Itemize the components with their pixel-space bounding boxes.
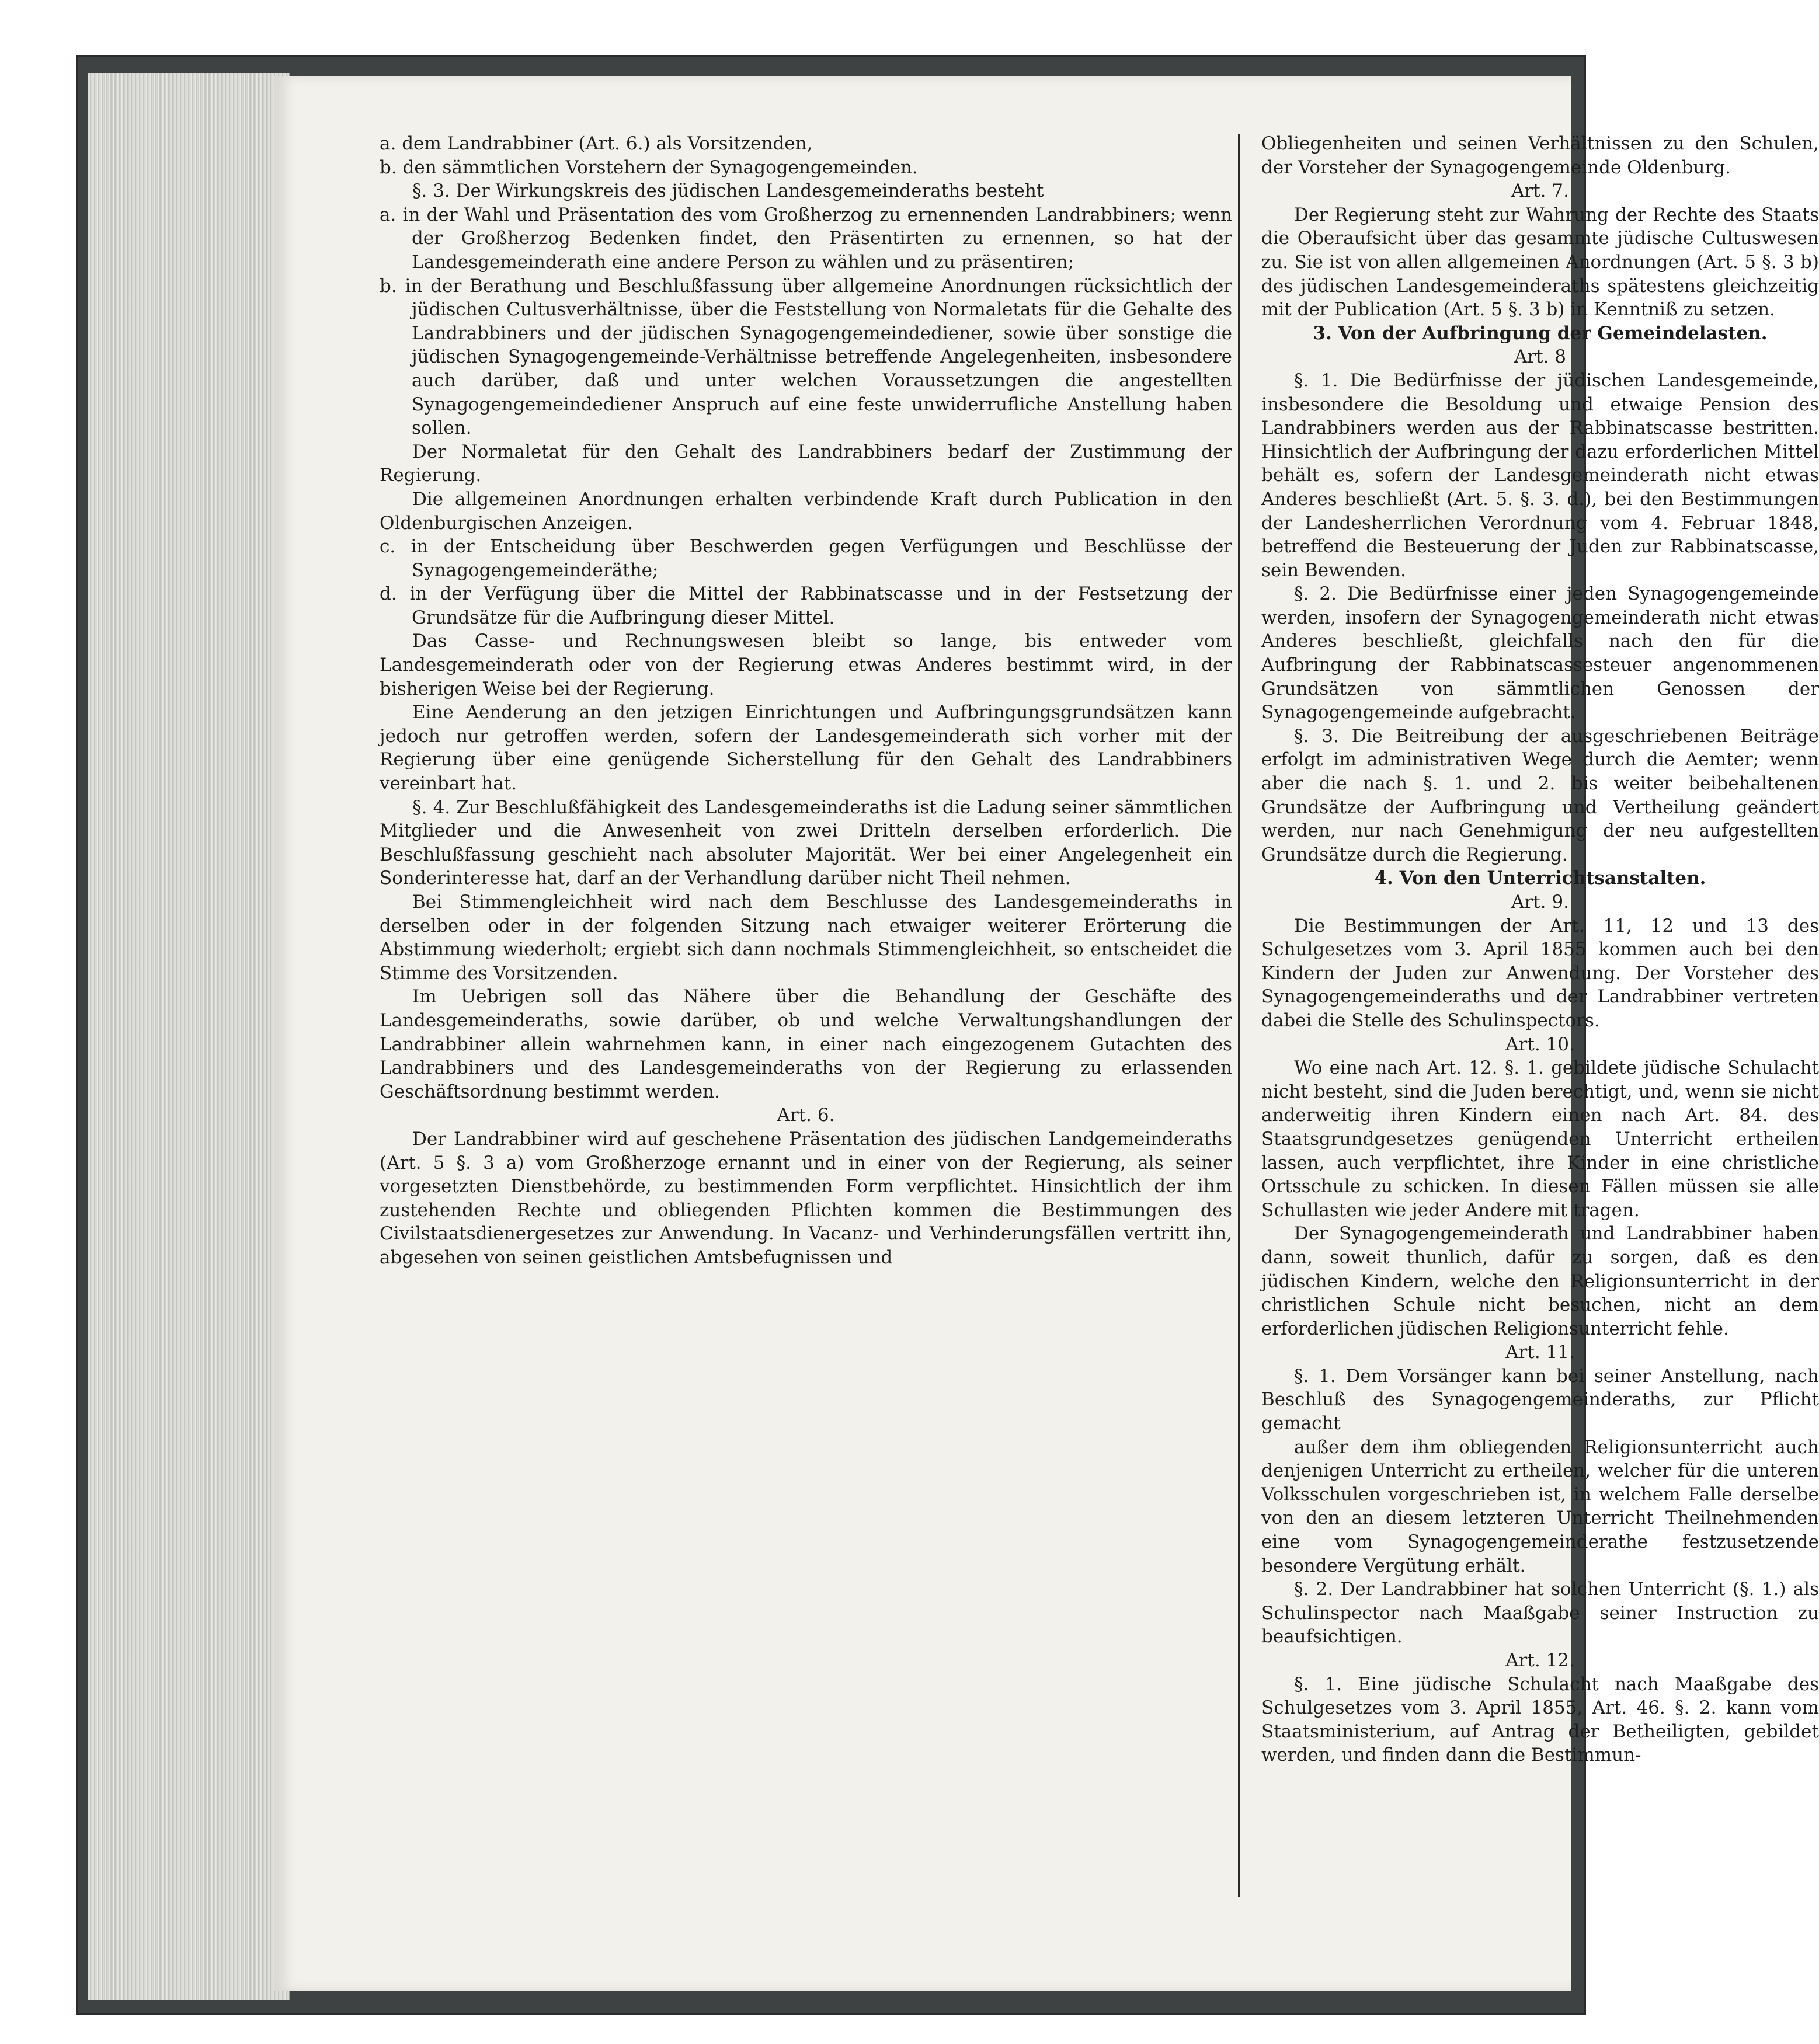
paragraph: Der Normaletat für den Gehalt des Landrabbiners bedarf der Zustimmung der Regierung. — [380, 441, 1232, 486]
paragraph: Die allgemeinen Anordnungen erhalten verbindende Kraft durch Publication in den Oldenburgischen Anzeigen. — [380, 488, 1232, 534]
paragraph: b. den sämmtlichen Vorstehern der Synagogengemeinden. — [380, 156, 918, 178]
paragraph: Wo eine nach Art. 12. §. 1. gebildete jüdische Schulacht nicht besteht, sind die Juden berechtigt, und, wenn sie nicht anderweitig ihren Kindern einen nach Art. 84. des Staatsgrundgesetzes genügenden Unterricht ertheilen lassen, auch verpflichtet, ihre Kinder in eine christliche Ortsschule zu schicken. In diesen Fällen müssen sie alle Schullasten wie jeder Andere mit tragen. — [1261, 1057, 1819, 1221]
paragraph: §. 1. Eine jüdische Schulacht nach Maaßgabe des Schulgesetzes vom 3. April 1855, Art. 46. §. 2. kann vom Staatsministerium, auf Antrag der Betheiligten, gebildet werden, und finden dann die Bestimmun- — [1261, 1673, 1819, 1766]
paragraph: Der Regierung steht zur Wahrung der Rechte des Staats die Oberaufsicht über das gesammte jüdische Cultuswesen zu. Sie ist von allen allgemeinen Anordnungen (Art. 5 §. 3 b) des jüdischen Landesgemeinderaths spätestens gleichzeitig mit der Publication (Art. 5 §. 3 b) in Kenntniß zu setzen. — [1261, 204, 1819, 321]
paragraph: a. in der Wahl und Präsentation des vom Großherzog zu ernennenden Landrabbiners; wenn der Großherzog Bedenken findet, den Präsentirten zu ernennen, so hat der Landesgemeinderath eine andere Person zu wählen und zu präsentiren; — [380, 204, 1232, 273]
paragraph: Obliegenheiten und seinen Verhältnissen zu den Schulen, der Vorsteher der Synagogengemeinde Oldenburg. — [1261, 133, 1819, 178]
article-heading: Art. 9. — [1511, 892, 1569, 913]
book-page — [274, 76, 1819, 1991]
paragraph: §. 2. Der Landrabbiner hat solchen Unterricht (§. 1.) als Schulinspector nach Maaßgabe seiner Instruction zu beaufsichtigen. — [1261, 1579, 1819, 1648]
article-heading: Art. 6. — [777, 1105, 835, 1126]
page-edges — [88, 73, 290, 2000]
paragraph: außer dem ihm obliegenden Religionsunterricht auch denjenigen Unterricht zu ertheilen, welcher für die unteren Volksschulen vorgeschrieben ist, in welchem Falle derselbe von den an diesem letzteren Unterricht Theilnehmenden eine vom Synagogengemeinderathe festzusetzende besondere Vergütung erhält. — [1261, 1436, 1819, 1576]
paragraph: §. 1. Die Bedürfnisse der jüdischen Landesgemeinde, insbesondere die Besoldung und etwaige Pension des Landrabbiners werden aus der Rabbinatscasse bestritten. Hinsichtlich der Aufbringung der dazu erforderlichen Mittel behält es, sofern der Landesgemeinderath nicht etwas Anderes beschließt (Art. 5. §. 3. d.), bei den Bestimmungen der Landesherrlichen Verordnung vom 4. Februar 1848, betreffend die Besteuerung der Juden zur Rabbinatscasse, sein Bewenden. — [1261, 370, 1819, 581]
paragraph: Der Landrabbiner wird auf geschehene Präsentation des jüdischen Landgemeinderaths (Art. 5 §. 3 a) vom Großherzoge ernannt und in einer von der Regierung, als seiner vorgesetzten Dienstbehörde, zu bestimmenden Form verpflichtet. Hinsichtlich der ihm zustehenden Rechte und obliegenden Pflichten kommen die Bestimmungen des Civilstaatsdienergesetzes zur Anwendung. In Vacanz- und Verhinderungsfällen vertritt ihn, abgesehen von seinen geistlichen Amtsbefugnissen und — [380, 1128, 1232, 1268]
article-heading: Art. 8 — [1514, 346, 1567, 368]
article-heading: Art. 11. — [1505, 1342, 1575, 1363]
article-heading: Art. 10. — [1505, 1033, 1575, 1055]
article-heading: Art. 7. — [1511, 180, 1569, 202]
paragraph: b. in der Berathung und Beschlußfassung über allgemeine Anordnungen rücksichtlich der jüdischen Cultusverhältnisse, über die Feststellung von Normaletats für die Gehalte des Landrabbiners und der jüdischen Synagogengemeindediener, sowie über sonstige die jüdischen Synagogengemeinde-Verhältnisse betreffende Angelegenheiten, insbesondere auch darüber, daß und unter welchen Voraussetzungen die angestellten Synagogengemeindediener Anspruch auf eine feste unwiderrufliche Anstellung haben sollen. — [380, 275, 1232, 439]
paragraph: §. 1. Dem Vorsänger kann bei seiner Anstellung, nach Beschluß des Synagogengemeinderaths, zur Pflicht gemacht — [1261, 1365, 1819, 1434]
paragraph: §. 2. Die Bedürfnisse einer jeden Synagogengemeinde werden, insofern der Synagogengemeinderath nicht etwas Anderes beschließt, gleichfalls nach den für die Aufbringung der Rabbinatscassesteuer angenommenen Grundsätzen von sämmtlichen Genossen der Synagogengemeinde aufgebracht. — [1261, 583, 1819, 723]
paragraph: Das Casse- und Rechnungswesen bleibt so lange, bis entweder vom Landesgemeinderath oder von der Regierung etwas Anderes bestimmt wird, in der bisherigen Weise bei der Regierung. — [380, 631, 1232, 699]
right-text-column — [1261, 132, 1819, 1767]
paragraph: Eine Aenderung an den jetzigen Einrichtungen und Aufbringungsgrundsätzen kann jedoch nur getroffen werden, sofern der Landesgemeinderath sich vorher mit der Regierung über eine genügende Sicherstellung für den Gehalt des Landrabbiners vereinbart hat. — [380, 702, 1232, 795]
section-heading: 4. Von den Unterrichtsanstalten. — [1374, 868, 1706, 889]
paragraph: c. in der Entscheidung über Beschwerden gegen Verfügungen und Beschlüsse der Synagogengemeinderäthe; — [380, 536, 1232, 581]
article-heading: Art. 12. — [1505, 1650, 1575, 1671]
paragraph: §. 3. Der Wirkungskreis des jüdischen Landesgemeinderaths besteht — [412, 180, 1044, 202]
section-heading: 3. Von der Aufbringung der Gemeindelasten. — [1313, 322, 1768, 344]
column-divider — [1238, 134, 1240, 1897]
paragraph: Bei Stimmengleichheit wird nach dem Beschlusse des Landesgemeinderaths in derselben oder in der folgenden Sitzung nach etwaiger weiterer Erörterung die Abstimmung wiederholt; ergiebt sich dann nochmals Stimmengleichheit, so entscheidet die Stimme des Vorsitzenden. — [380, 892, 1232, 984]
paragraph: a. dem Landrabbiner (Art. 6.) als Vorsitzenden, — [380, 133, 813, 154]
paragraph: §. 3. Die Beitreibung der ausgeschriebenen Beiträge erfolgt im administrativen Wege durch die Aemter; wenn aber die nach §. 1. und 2. bis weiter beibehaltenen Grundsätze der Aufbringung und Vertheilung geändert werden, nur nach Genehmigung der neu aufgestellten Grundsätze durch die Regierung. — [1261, 725, 1819, 865]
paragraph: §. 4. Zur Beschlußfähigkeit des Landesgemeinderaths ist die Ladung seiner sämmtlichen Mitglieder und die Anwesenheit von zwei Dritteln derselben erforderlich. Die Beschlußfassung geschieht nach absoluter Majorität. Wer bei einer Angelegenheit ein Sonderinteresse hat, darf an der Verhandlung darüber nicht Theil nehmen. — [380, 796, 1232, 889]
paragraph: Die Bestimmungen der Art. 11, 12 und 13 des Schulgesetzes vom 3. April 1855 kommen auch bei den Kindern der Juden zur Anwendung. Der Vorsteher des Synagogengemeinderaths und der Landrabbiner vertreten dabei die Stelle des Schulinspectors. — [1261, 915, 1819, 1031]
paragraph: d. in der Verfügung über die Mittel der Rabbinatscasse und in der Festsetzung der Grundsätze für die Aufbringung dieser Mittel. — [380, 583, 1232, 628]
left-text-column — [380, 132, 1232, 1270]
paragraph: Im Uebrigen soll das Nähere über die Behandlung der Geschäfte des Landesgemeinderaths, sowie darüber, ob und welche Verwaltungshandlungen der Landrabbiner allein wahrnehmen kann, in einer nach eingezogenem Gutachten des Landrabbiners und des Landesgemeinderaths von der Regierung zu erlassenden Geschäftsordnung bestimmt werden. — [380, 986, 1232, 1102]
paragraph: Der Synagogengemeinderath und Landrabbiner haben dann, soweit thunlich, dafür zu sorgen, daß es den jüdischen Kindern, welche den Religionsunterricht in der christlichen Schule nicht besuchen, nicht an dem erforderlichen jüdischen Religionsunterricht fehle. — [1261, 1223, 1819, 1339]
